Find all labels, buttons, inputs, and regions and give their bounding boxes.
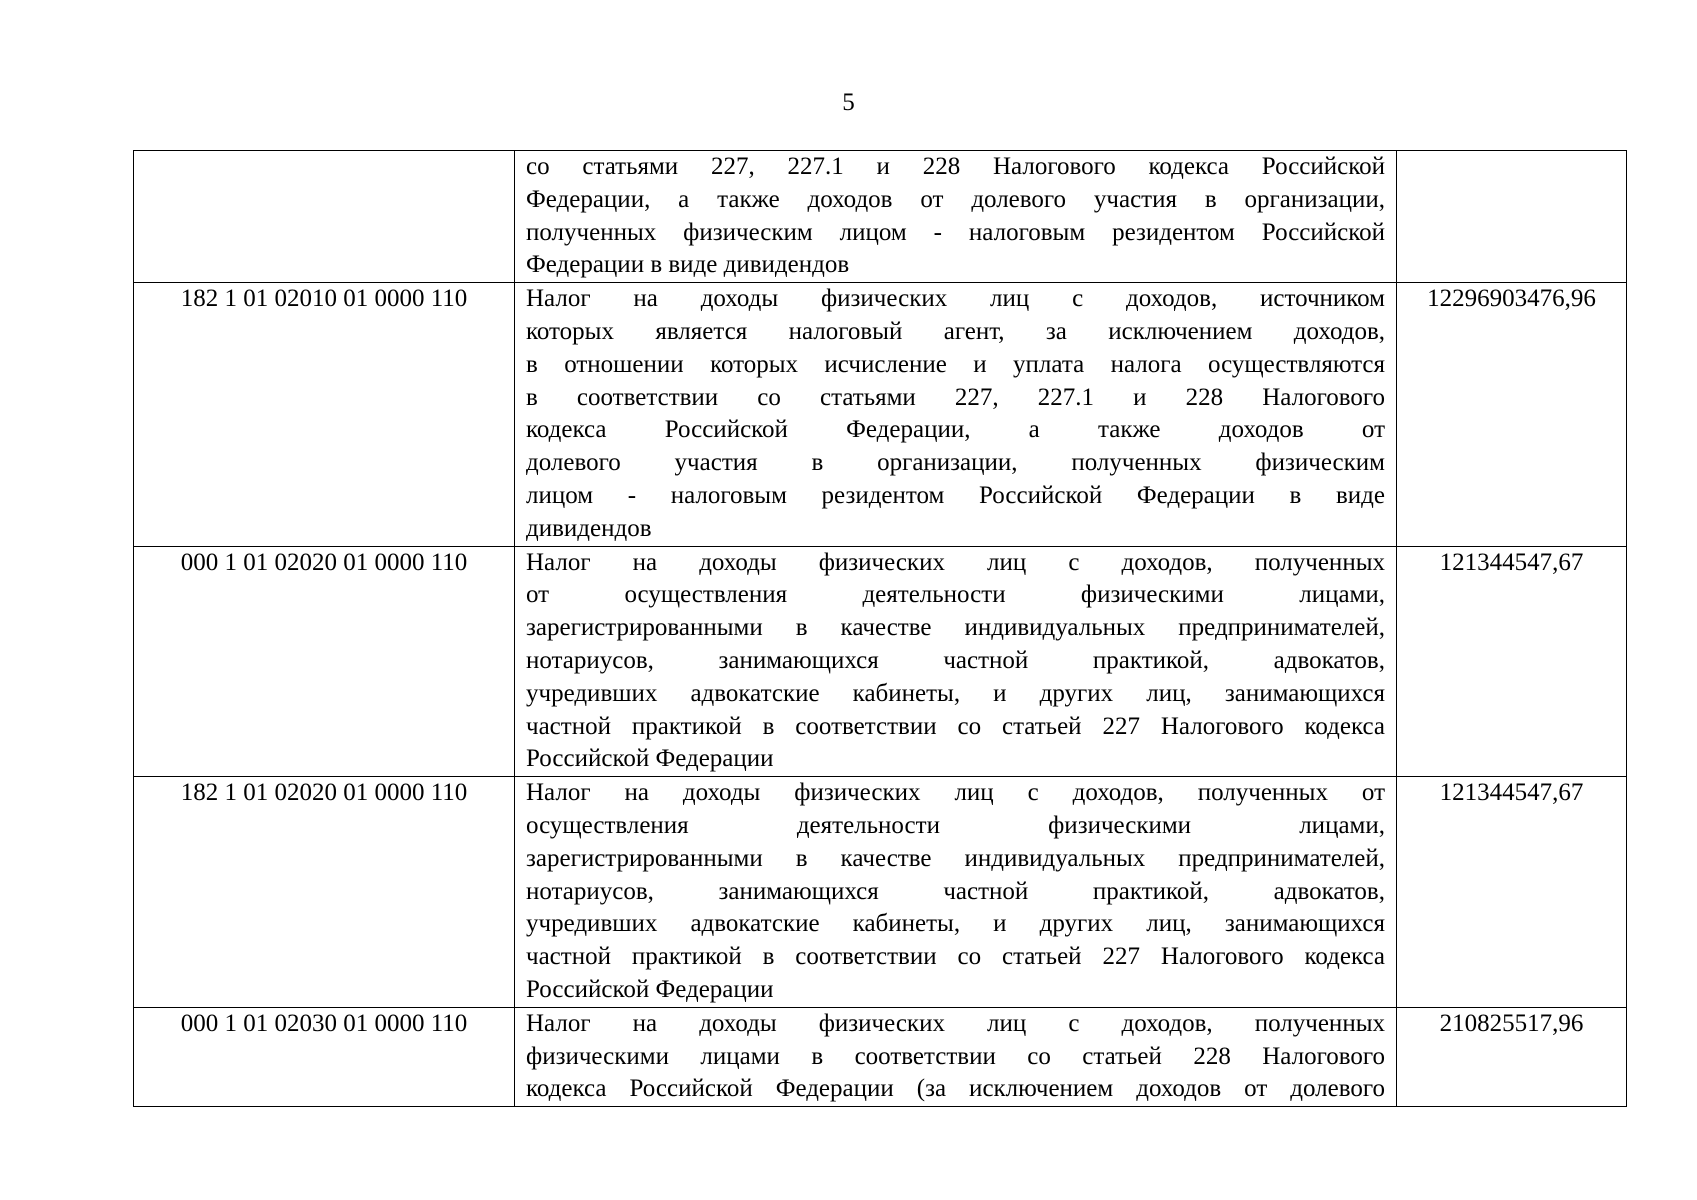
- description-line: полученных физическим лицом - налоговым резидентом Российской: [526, 218, 1385, 246]
- table-row: [134, 1007, 1627, 1106]
- amount-cell: 210825517,96: [1397, 1007, 1627, 1106]
- description-line: кодекса Российской Федерации, а также доходов от: [526, 416, 1385, 444]
- description-line: в соответствии со статьями 227, 227.1 и 228 Налогового: [526, 383, 1385, 411]
- description-line: от осуществления деятельности физическими лицами,: [526, 581, 1385, 609]
- page-number: 5: [842, 89, 855, 116]
- budget-code-cell: 182 1 01 02020 01 0000 110: [134, 777, 515, 1008]
- description-cell: [515, 777, 1397, 1008]
- description-line: которых является налоговый агент, за исключением доходов,: [526, 317, 1385, 345]
- amount-cell: [1397, 151, 1627, 283]
- description-line: лицом - налоговым резидентом Российской Федерации в виде: [526, 481, 1385, 509]
- description-line: в отношении которых исчисление и уплата налога осуществляются: [526, 350, 1385, 378]
- budget-code-cell: 000 1 01 02020 01 0000 110: [134, 546, 515, 777]
- description-line: Российской Федерации: [526, 745, 774, 773]
- description-line: со статьями 227, 227.1 и 228 Налогового кодекса Российской: [526, 153, 1385, 180]
- description-line: учредивших адвокатские кабинеты, и других лиц, занимающихся: [526, 679, 1385, 707]
- budget-code-cell: 182 1 01 02010 01 0000 110: [134, 283, 515, 546]
- description-line: нотариусов, занимающихся частной практикой, адвокатов,: [526, 877, 1385, 905]
- description-line: Налог на доходы физических лиц с доходов, полученных от: [526, 779, 1385, 807]
- description-line: Федерации в виде дивидендов: [526, 251, 850, 279]
- description-cell: [515, 151, 1397, 283]
- table-row: [134, 777, 1627, 1008]
- table-row: [134, 283, 1627, 546]
- description-cell: [515, 283, 1397, 546]
- budget-code-cell: 000 1 01 02030 01 0000 110: [134, 1007, 515, 1106]
- amount-cell: 121344547,67: [1397, 546, 1627, 777]
- description-line: Налог на доходы физических лиц с доходов, полученных: [526, 1009, 1385, 1037]
- description-line: нотариусов, занимающихся частной практикой, адвокатов,: [526, 646, 1385, 674]
- description-line: частной практикой в соответствии со статьей 227 Налогового кодекса: [526, 943, 1385, 971]
- budget-table: [133, 150, 1627, 1107]
- description-line: кодекса Российской Федерации (за исключением доходов от долевого: [526, 1075, 1385, 1103]
- description-line: учредивших адвокатские кабинеты, и других лиц, занимающихся: [526, 910, 1385, 938]
- description-line: Федерации, а также доходов от долевого участия в организации,: [526, 185, 1385, 213]
- description-line: долевого участия в организации, полученных физическим: [526, 449, 1385, 477]
- description-cell: [515, 1007, 1397, 1106]
- amount-cell: 121344547,67: [1397, 777, 1627, 1008]
- description-line: Налог на доходы физических лиц с доходов, источником: [526, 285, 1385, 313]
- description-line: Налог на доходы физических лиц с доходов, полученных: [526, 548, 1385, 576]
- description-line: физическими лицами в соответствии со статьей 228 Налогового: [526, 1042, 1385, 1070]
- table-row: [134, 546, 1627, 777]
- description-line: дивидендов: [526, 514, 652, 542]
- table-row: [134, 151, 1627, 283]
- budget-code-cell: [134, 151, 515, 283]
- description-line: Российской Федерации: [526, 975, 774, 1003]
- amount-cell: 12296903476,96: [1397, 283, 1627, 546]
- description-line: частной практикой в соответствии со статьей 227 Налогового кодекса: [526, 712, 1385, 740]
- description-cell: [515, 546, 1397, 777]
- description-line: зарегистрированными в качестве индивидуальных предпринимателей,: [526, 844, 1385, 872]
- description-line: осуществления деятельности физическими лицами,: [526, 811, 1385, 839]
- description-line: зарегистрированными в качестве индивидуальных предпринимателей,: [526, 614, 1385, 642]
